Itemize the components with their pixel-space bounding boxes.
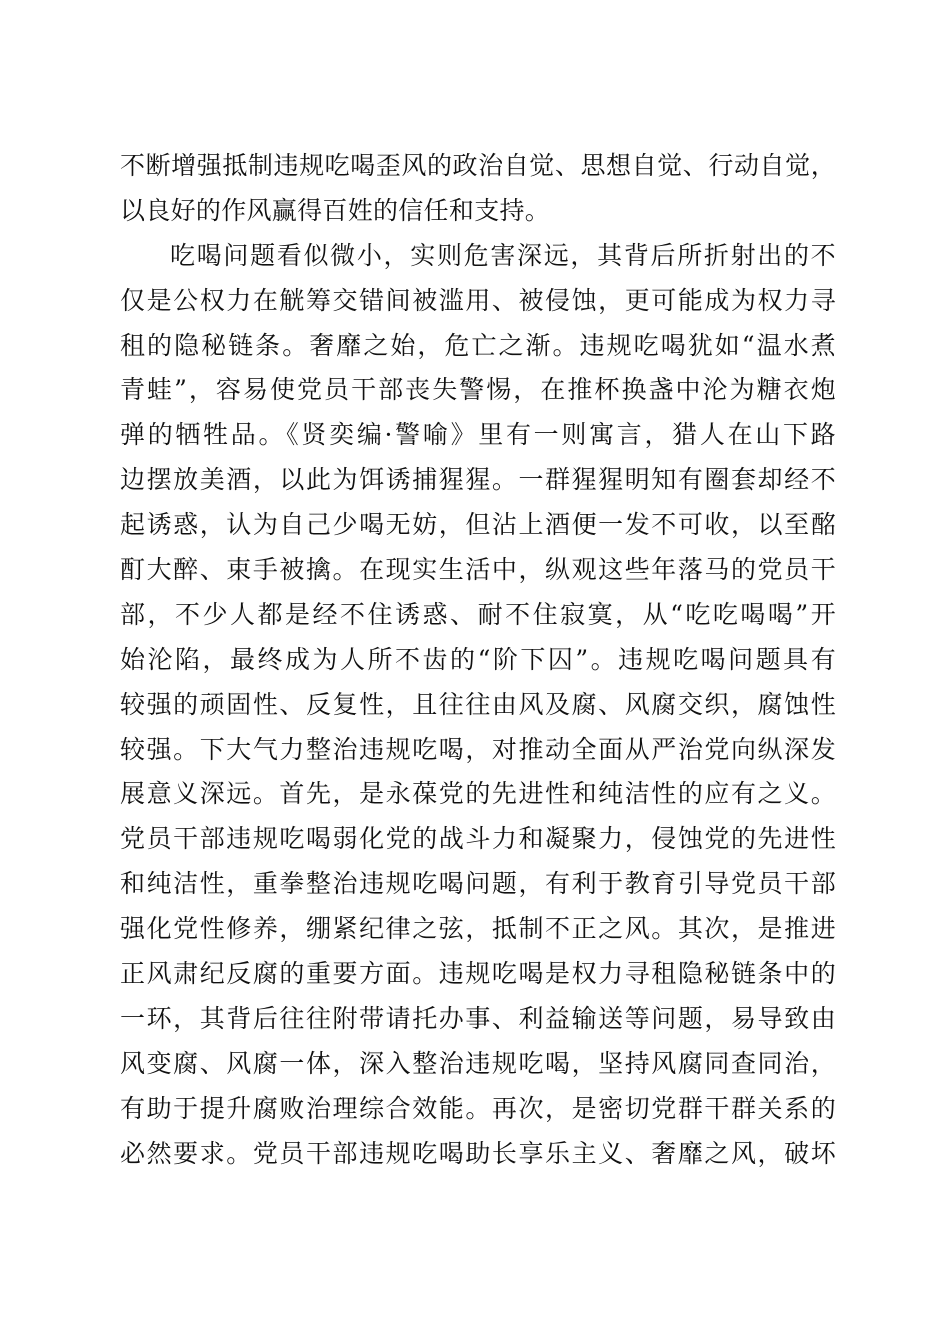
text-line: 始沦陷，最终成为人所不齿的“阶下囚”。违规吃喝问题具有 (120, 644, 836, 674)
text-line: 一环，其背后往往附带请托办事、利益输送等问题，易导致由 (120, 1003, 836, 1033)
text-line: 和纯洁性，重拳整治违规吃喝问题，有利于教育引导党员干部 (120, 869, 836, 899)
text-line: 吃喝问题看似微小，实则危害深远，其背后所折射出的不 (170, 240, 836, 270)
paragraph (120, 234, 836, 1177)
text-line: 弹的牺牲品。《贤奕编·警喻》里有一则寓言，猎人在山下路 (120, 420, 836, 450)
text-line: 青蛙”，容易使党员干部丧失警惕，在推杯换盏中沦为糖衣炮 (120, 375, 836, 405)
text-line: 较强。下大气力整治违规吃喝，对推动全面从严治党向纵深发 (120, 734, 836, 764)
text-line: 正风肃纪反腐的重要方面。违规吃喝是权力寻租隐秘链条中的 (120, 959, 836, 989)
text-line: 以良好的作风赢得百姓的信任和支持。 (120, 195, 551, 225)
text-line: 边摆放美酒，以此为饵诱捕猩猩。一群猩猩明知有圈套却经不 (120, 465, 836, 495)
text-line: 酊大醉、束手被擒。在现实生活中，纵观这些年落马的党员干 (120, 555, 836, 585)
text-line: 仅是公权力在觥筹交错间被滥用、被侵蚀，更可能成为权力寻 (120, 285, 836, 315)
text-line: 不断增强抵制违规吃喝歪风的政治自觉、思想自觉、行动自觉， (120, 151, 836, 180)
text-line: 有助于提升腐败治理综合效能。再次，是密切党群干群关系的 (120, 1093, 836, 1123)
text-line: 党员干部违规吃喝弱化党的战斗力和凝聚力，侵蚀党的先进性 (120, 824, 836, 854)
text-line: 起诱惑，认为自己少喝无妨，但沾上酒便一发不可收，以至酩 (120, 510, 836, 540)
body-text (120, 144, 836, 1176)
text-line: 强化党性修养，绷紧纪律之弦，抵制不正之风。其次，是推进 (120, 914, 836, 944)
text-line: 部，不少人都是经不住诱惑、耐不住寂寞，从“吃吃喝喝”开 (120, 599, 836, 629)
text-line: 租的隐秘链条。奢靡之始，危亡之渐。违规吃喝犹如“温水煮 (120, 330, 836, 360)
text-line: 较强的顽固性、反复性，且往往由风及腐、风腐交织，腐蚀性 (120, 689, 836, 719)
text-line: 展意义深远。首先，是永葆党的先进性和纯洁性的应有之义。 (120, 779, 836, 809)
text-line: 风变腐、风腐一体，深入整治违规吃喝，坚持风腐同查同治， (120, 1048, 836, 1078)
text-line: 必然要求。党员干部违规吃喝助长享乐主义、奢靡之风，破坏 (120, 1138, 836, 1168)
paragraph (120, 144, 836, 234)
